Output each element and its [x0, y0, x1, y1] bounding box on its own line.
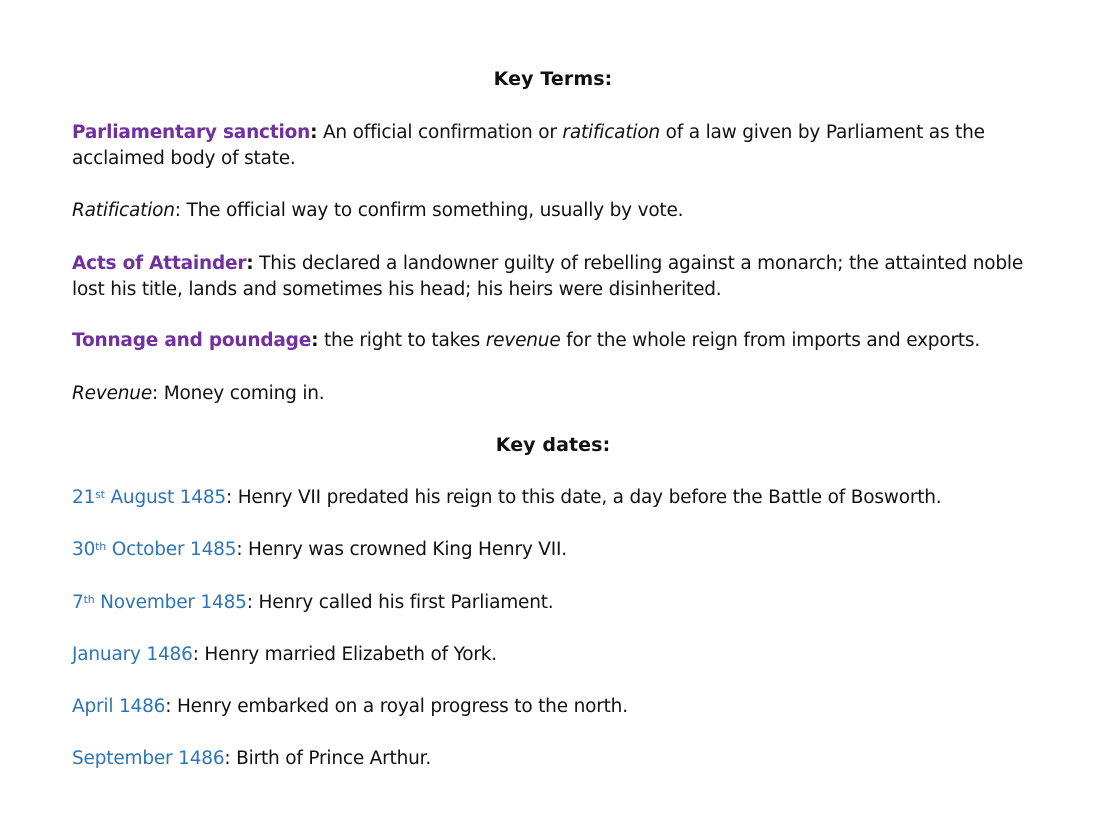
definition-tonnage-and-poundage [72, 328, 1052, 354]
date-label: September 1486 [72, 748, 225, 769]
definition-parliamentary-sanction [72, 120, 1052, 172]
definition-text: acclaimed body of state. [72, 148, 296, 169]
definition-text: lost his title, lands and sometimes his head; his heirs were disinherited. [72, 279, 722, 300]
definition-ratification [72, 198, 1052, 224]
definition-emphasis: revenue [485, 330, 561, 351]
term-revenue: Revenue [72, 383, 152, 404]
date-description: : Henry married Elizabeth of York. [192, 644, 497, 665]
definition-text: of a law given by Parliament as the [659, 122, 985, 143]
term-colon: : [310, 122, 318, 143]
definition-acts-of-attainder [72, 251, 1052, 303]
date-label [72, 487, 226, 508]
definition-text: An official confirmation or [317, 122, 563, 143]
term-ratification: Ratification [72, 200, 175, 221]
date-label: April 1486 [72, 696, 166, 717]
date-day: 7 [72, 592, 84, 613]
key-terms-heading: Key Terms: [493, 68, 613, 90]
date-suffix: st [95, 488, 105, 501]
date-label [72, 592, 247, 613]
date-description: : Birth of Prince Arthur. [224, 748, 432, 769]
date-label [72, 539, 236, 560]
date-rest: October 1485 [106, 539, 237, 560]
date-suffix: th [95, 540, 107, 553]
definition-text: This declared a landowner guilty of rebelling against a monarch; the attainted noble [253, 253, 1024, 274]
date-item [72, 746, 1052, 772]
term-tonnage-and-poundage: Tonnage and poundage [72, 330, 312, 351]
term-colon: : [246, 253, 254, 274]
date-description: : Henry called his first Parliament. [246, 592, 554, 613]
date-description: : Henry VII predated his reign to this date, a day before the Battle of Bosworth. [225, 487, 942, 508]
date-label: January 1486 [72, 644, 193, 665]
date-description: : Henry embarked on a royal progress to the north. [165, 696, 628, 717]
definition-text: the right to takes [318, 330, 486, 351]
date-item [72, 694, 1052, 720]
date-item [72, 642, 1052, 668]
date-description: : Henry was crowned King Henry VII. [236, 539, 567, 560]
date-rest: November 1485 [94, 592, 247, 613]
term-colon: : [311, 330, 319, 351]
term-parliamentary-sanction: Parliamentary sanction [72, 122, 311, 143]
date-day: 30 [72, 539, 96, 560]
definition-text: : The official way to confirm something, usually by vote. [174, 200, 684, 221]
definition-emphasis: ratification [562, 122, 660, 143]
term-acts-of-attainder: Acts of Attainder [72, 253, 247, 274]
date-item [72, 485, 1052, 511]
key-dates-heading: Key dates: [495, 434, 611, 456]
date-rest: August 1485 [104, 487, 226, 508]
definition-revenue [72, 381, 1052, 407]
definition-text: for the whole reign from imports and exports. [560, 330, 981, 351]
date-suffix: th [83, 593, 95, 606]
definition-text: : Money coming in. [152, 383, 325, 404]
date-item [72, 590, 1052, 616]
date-item [72, 537, 1052, 563]
date-day: 21 [72, 487, 96, 508]
